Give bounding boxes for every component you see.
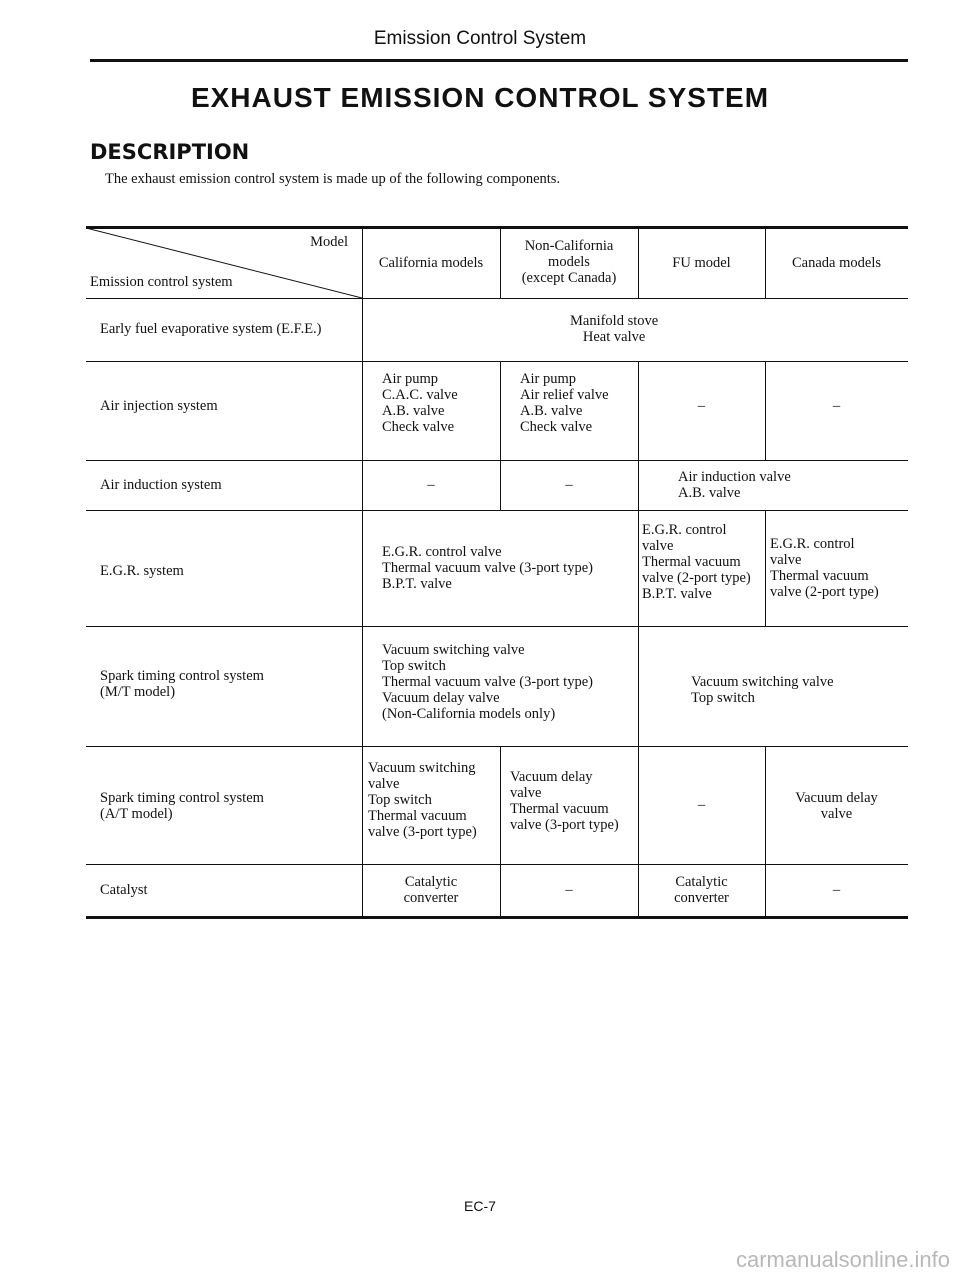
row-rule: [86, 460, 908, 461]
column-header: Non-California models (except Canada): [521, 238, 617, 286]
spark-mt-california-non-california: Vacuum switching valve Top switch Thermal vacuum valve (3-port type) Vacuum delay valve (Non-California models only): [382, 642, 593, 722]
egr-canada: E.G.R. control valve Thermal vacuum valve (2-port type): [770, 536, 879, 600]
components-table: [86, 226, 908, 918]
row-label-egr: E.G.R. system: [100, 563, 184, 579]
corner-system-label: Emission control system: [90, 274, 233, 290]
row-rule: [86, 626, 908, 627]
column-header: California models: [378, 255, 484, 271]
air-injection-fu: –: [697, 398, 706, 414]
row-rule: [86, 864, 908, 865]
spark-at-non-california: Vacuum delay valve Thermal vacuum valve (3-port type): [510, 769, 619, 833]
row-rule: [86, 510, 908, 511]
spark-at-canada: Vacuum delay valve: [795, 790, 878, 822]
row-label-air-injection: Air injection system: [100, 398, 218, 414]
row-label-efe: Early fuel evaporative system (E.F.E.): [100, 321, 322, 337]
air-induction-non-california: –: [565, 477, 573, 493]
row-rule: [86, 746, 908, 747]
page-title: EXHAUST EMISSION CONTROL SYSTEM: [190, 82, 770, 113]
header-bottom-rule: [86, 298, 908, 299]
column-header: FU model: [672, 255, 731, 271]
air-injection-california: Air pump C.A.C. valve A.B. valve Check valve: [382, 371, 458, 435]
row-rule: [86, 361, 908, 362]
air-injection-non-california: Air pump Air relief valve A.B. valve Check valve: [520, 371, 609, 435]
row-label-spark-mt: Spark timing control system (M/T model): [100, 668, 264, 700]
intro-text: The exhaust emission control system is made up of the following components.: [105, 171, 561, 187]
spark-at-california: Vacuum switching valve Top switch Thermal vacuum valve (3-port type): [368, 760, 477, 840]
row-label-catalyst: Catalyst: [100, 882, 148, 898]
col-rule: [638, 361, 639, 918]
row-label-spark-at: Spark timing control system (A/T model): [100, 790, 264, 822]
air-injection-canada: –: [832, 398, 841, 414]
spark-mt-fu-canada: Vacuum switching valve Top switch: [691, 674, 834, 706]
column-header: Canada models: [792, 255, 881, 271]
col-rule: [362, 226, 363, 918]
section-title: DESCRIPTION: [90, 140, 250, 164]
catalyst-california: Catalytic converter: [403, 874, 459, 906]
row-label-air-induction: Air induction system: [100, 477, 222, 493]
catalyst-non-california: –: [565, 882, 573, 898]
table-bottom-rule: [86, 916, 908, 919]
running-header: Emission Control System: [373, 28, 587, 49]
air-induction-california: –: [427, 477, 435, 493]
egr-fu: E.G.R. control valve Thermal vacuum valve (2-port type) B.P.T. valve: [642, 522, 751, 602]
col-rule: [765, 510, 766, 626]
egr-california-non-california: E.G.R. control valve Thermal vacuum valve (3-port type) B.P.T. valve: [382, 544, 593, 592]
catalyst-fu: Catalytic converter: [674, 874, 729, 906]
efe-components: Manifold stove Heat valve: [570, 313, 659, 345]
spark-at-fu: –: [697, 797, 706, 813]
air-induction-fu-canada: Air induction valve A.B. valve: [678, 469, 791, 501]
header-rule: [90, 59, 908, 62]
corner-model-label: Model: [310, 234, 348, 250]
catalyst-canada: –: [832, 882, 841, 898]
page-number: EC-7: [464, 1198, 496, 1214]
watermark: carmanualsonline.info: [735, 1247, 950, 1272]
